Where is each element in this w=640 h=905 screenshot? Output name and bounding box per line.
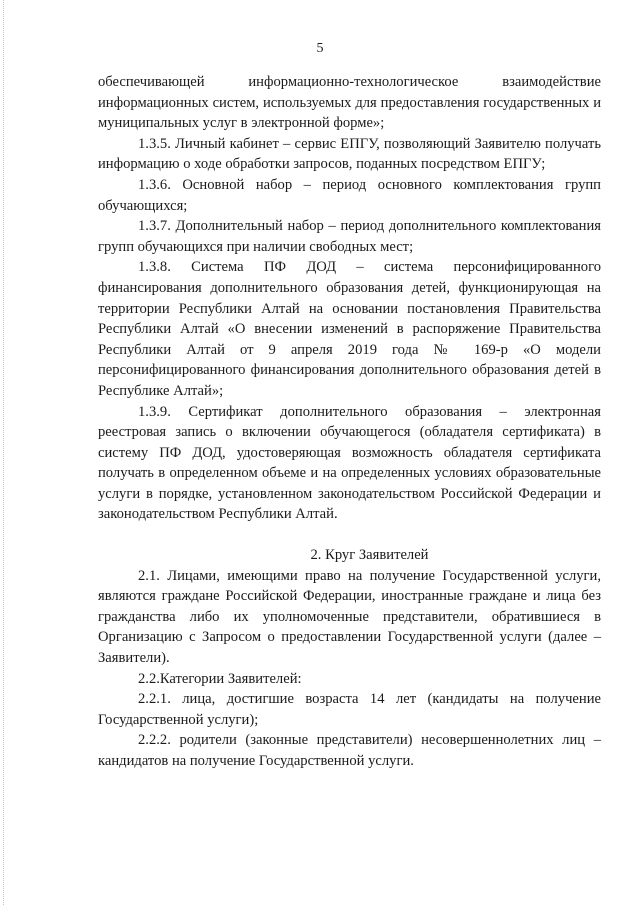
- paragraph-2-2-1: 2.2.1. лица, достигшие возраста 14 лет (кандидаты на получение Государственной услуги);: [98, 691, 601, 728]
- paragraph-2-1: 2.1. Лицами, имеющими право на получение Государственной услуги, являются граждане Российской Федерации, иностранные граждане и лица без гражданства либо их уполномоченные представители, обратившиеся в Организацию с Запросом о предоставлении Государственной услуги (далее – Заявители).: [98, 567, 601, 667]
- section-heading: 2. Круг Заявителей: [310, 547, 429, 564]
- paragraph-1-3-9: 1.3.9. Сертификат дополнительного образования – электронная реестровая запись о включении обучающегося (обладателя сертификата) в систему ПФ ДОД, удостоверяющая возможность обладателя сертификата получать в определенном объеме и на определенных условиях образовательные услуги в порядке, установленном законодательством Российской Федерации и законодательством Республики Алтай.: [98, 403, 601, 523]
- paragraph-2-2: 2.2.Категории Заявителей:: [138, 670, 302, 687]
- paragraph-2-2-2: 2.2.2. родители (законные представители) несовершеннолетних лиц – кандидатов на получение Государственной услуги.: [98, 732, 601, 769]
- page-binding-edge: [3, 0, 5, 905]
- paragraph-1-3-7: 1.3.7. Дополнительный набор – период дополнительного комплектования групп обучающихся при наличии свободных мест;: [98, 218, 601, 255]
- document-body: [98, 72, 601, 772]
- page-number: 5: [316, 41, 324, 56]
- paragraph-1-3-8: 1.3.8. Система ПФ ДОД – система персонифицированного финансирования дополнительного образования детей, функционирующая на территории Республики Алтай на основании постановления Правительства Республики Алтай «О внесении изменений в распоряжение Правительства Республики Алтай от 9 апреля 2019 года № 169-р «О модели персонифицированного финансирования дополнительного образования детей в Республике Алтай»;: [98, 259, 601, 399]
- paragraph-1-3-6: 1.3.6. Основной набор – период основного комплектования групп обучающихся;: [98, 176, 601, 214]
- paragraph-1-3-5: 1.3.5. Личный кабинет – сервис ЕПГУ, позволяющий Заявителю получать информацию о ходе обработки запросов, поданных посредством ЕПГУ;: [98, 135, 601, 173]
- paragraph-continuation: обеспечивающей информационно-технологическое взаимодействие информационных систем, используемых для предоставления государственных и муниципальных услуг в электронной форме»;: [98, 74, 601, 132]
